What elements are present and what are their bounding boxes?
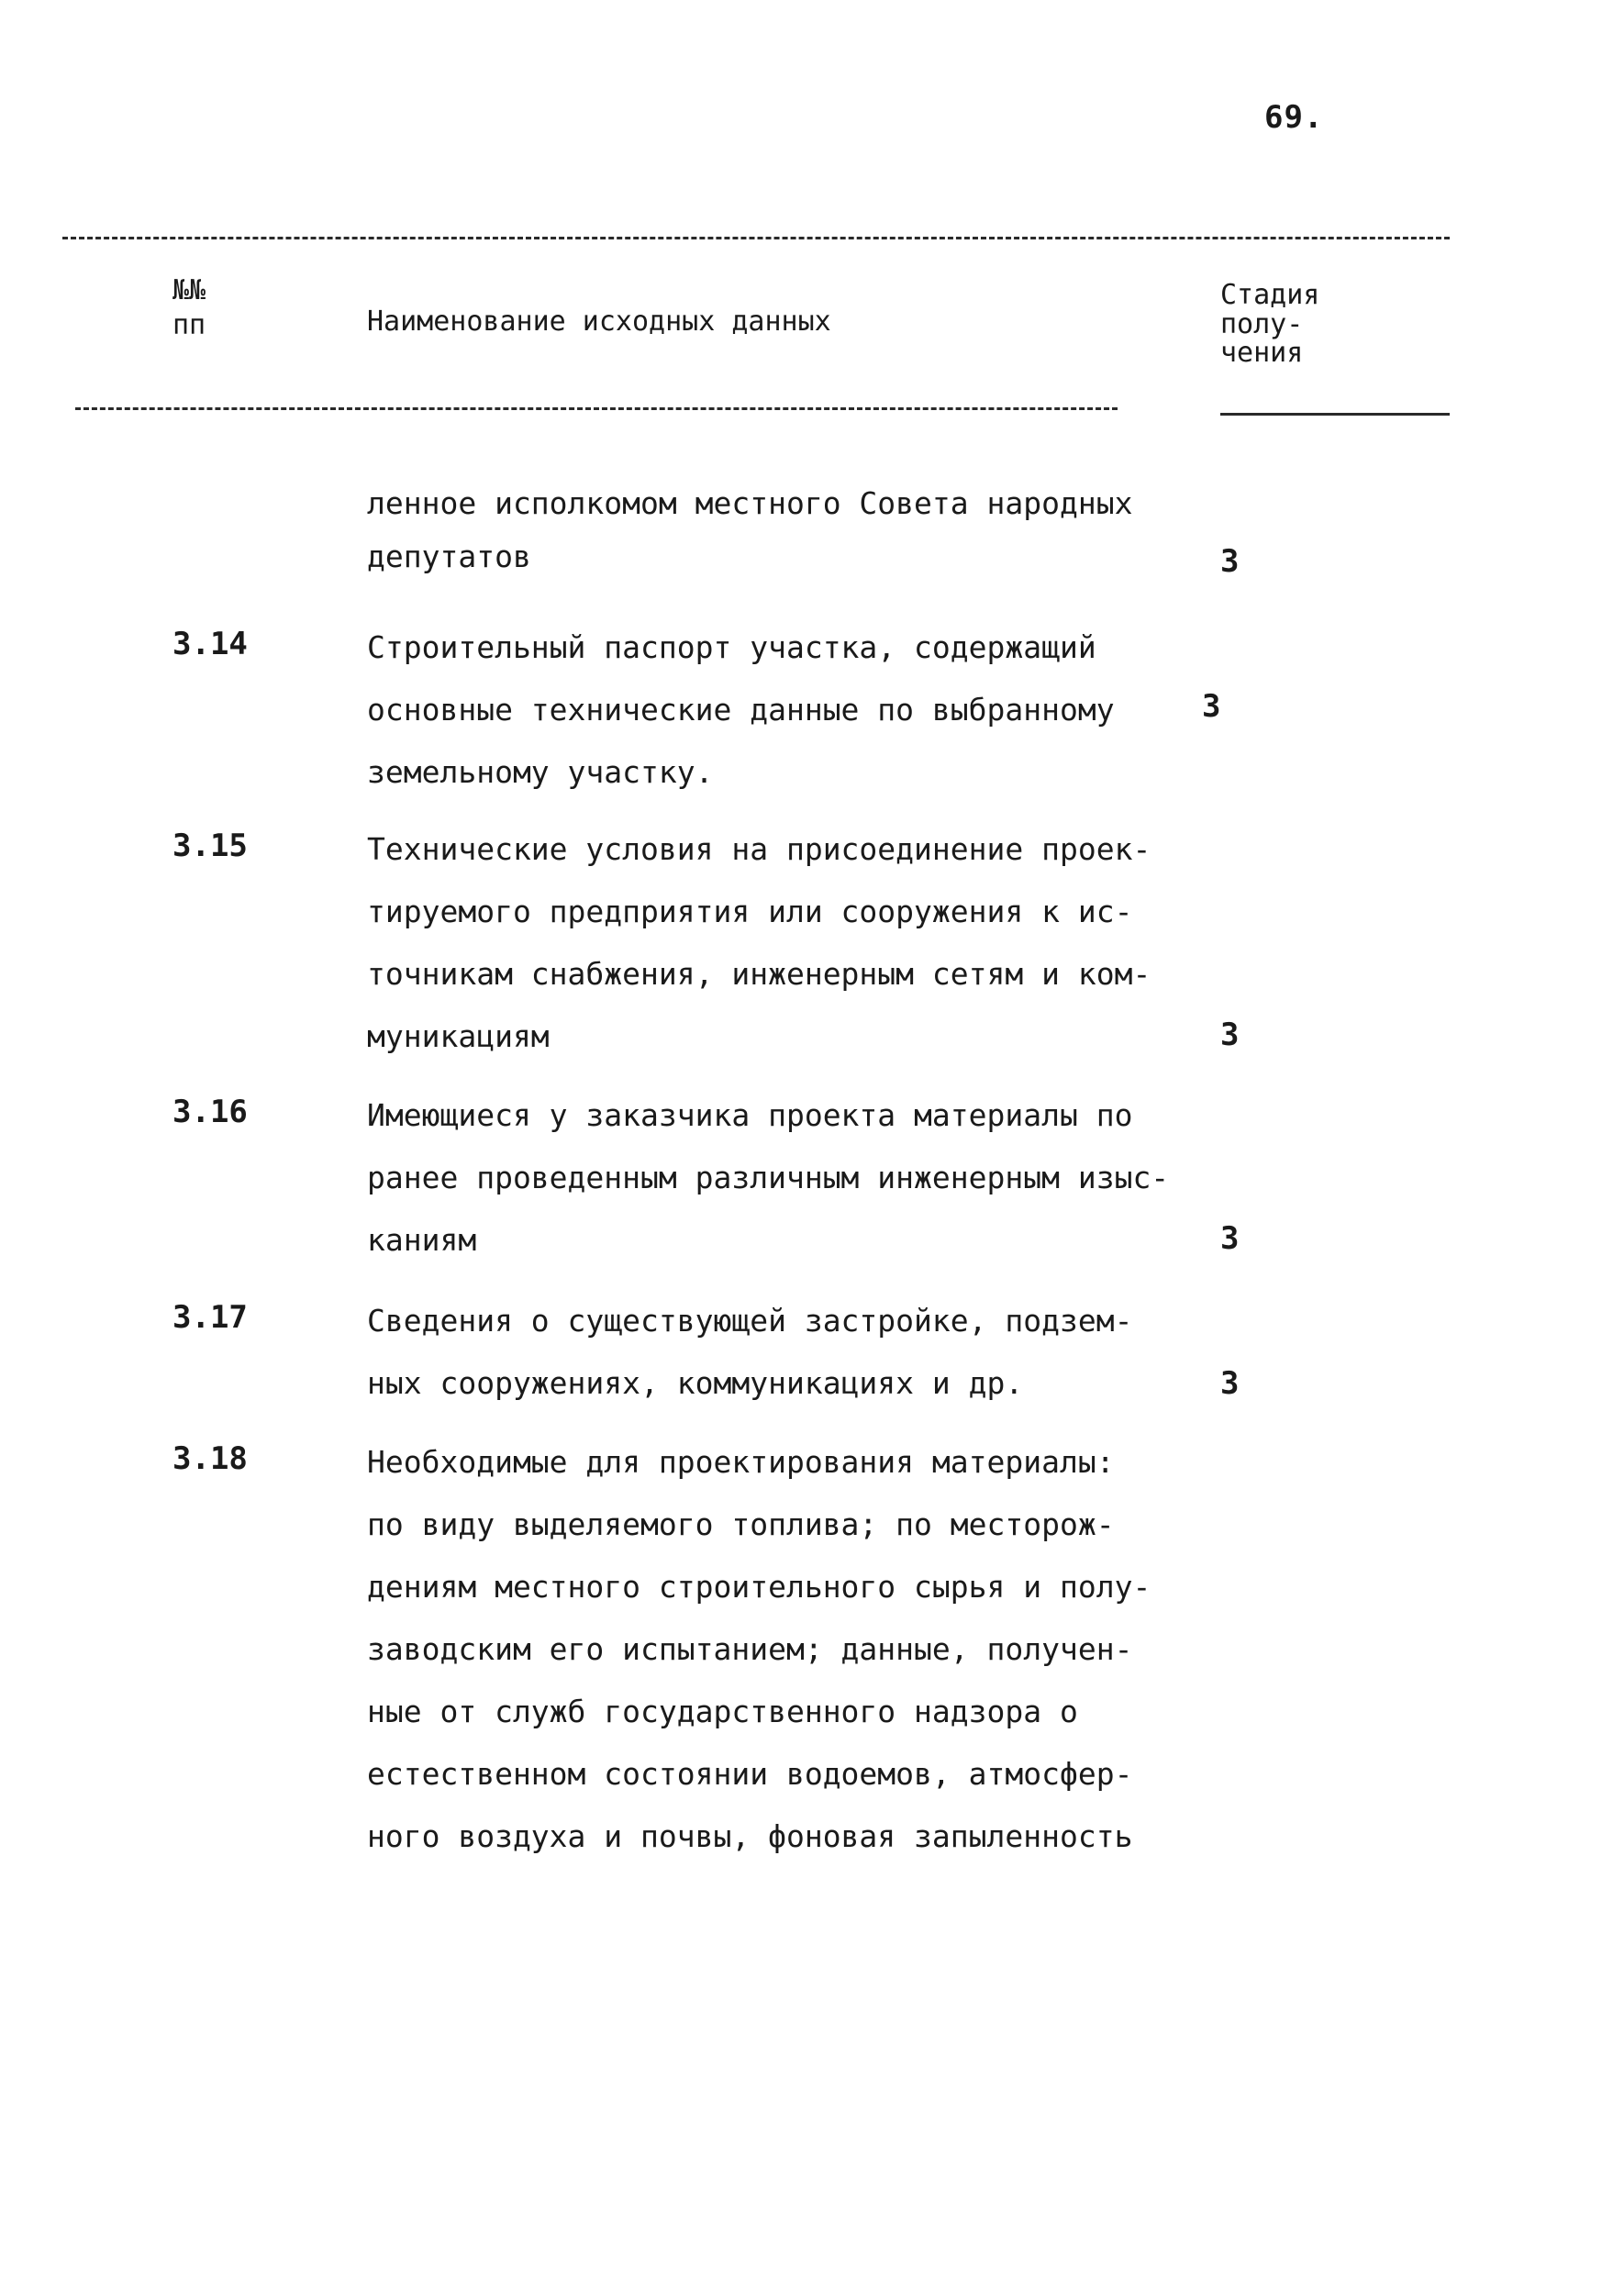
row-stage: 3 — [1220, 1365, 1240, 1402]
header-bottom-rule-right — [1220, 413, 1450, 416]
row-text-line: ленное исполкомом местного Совета народных — [367, 485, 1133, 521]
row-stage: 3 — [1220, 1220, 1240, 1257]
row-number: 3.16 — [172, 1094, 248, 1130]
row-text-line: Сведения о существующей застройке, подзем- — [367, 1303, 1133, 1339]
row-text — [367, 1084, 1193, 1272]
row-number: 3.18 — [172, 1440, 248, 1477]
row-text-line: Имеющиеся у заказчика проекта материалы по — [367, 1097, 1133, 1133]
row-text-line: заводским его испытанием; данные, получен- — [367, 1631, 1133, 1667]
row-text-line: ного воздуха и почвы, фоновая запыленность — [367, 1818, 1133, 1854]
header-number-sublabel: пп — [172, 308, 206, 341]
row-text-line: муникациям — [367, 1018, 550, 1054]
row-text-line: дениям местного строительного сырья и полу- — [367, 1569, 1151, 1605]
row-text-line: ранее проведенным различным инженерным изыс- — [367, 1160, 1170, 1195]
row-number: 3.17 — [172, 1299, 248, 1336]
header-number-column — [172, 273, 246, 342]
row-text — [367, 818, 1193, 1068]
row-text — [367, 477, 1193, 583]
header-name-column: Наименование исходных данных — [367, 306, 831, 338]
row-stage: 3 — [1220, 543, 1240, 580]
row-text-line: естественном состоянии водоемов, атмосфер- — [367, 1756, 1133, 1792]
row-number: 3.15 — [172, 828, 248, 864]
row-stage: 3 — [1220, 1017, 1240, 1053]
header-stage-line-1: Стадия — [1220, 279, 1320, 311]
header-top-rule — [62, 237, 1450, 239]
row-text-line: тируемого предприятия или сооружения к ис- — [367, 894, 1133, 929]
header-number-label: №№ — [172, 274, 206, 306]
header-stage-column — [1220, 281, 1440, 368]
row-text-line: ные от служб государственного надзора о — [367, 1694, 1078, 1729]
header-stage-line-3: чения — [1220, 337, 1304, 369]
page-number: 69. — [1264, 99, 1324, 136]
row-text-line: каниям — [367, 1222, 477, 1258]
row-text-line: точникам снабжения, инженерным сетям и ком- — [367, 956, 1151, 992]
row-stage: 3 — [1202, 688, 1221, 725]
row-text-line: ных сооружениях, коммуникациях и др. — [367, 1365, 1024, 1401]
row-number: 3.14 — [172, 626, 248, 662]
row-text-line: Необходимые для проектирования материалы: — [367, 1444, 1115, 1480]
row-text — [367, 1431, 1193, 1868]
header-bottom-rule — [75, 407, 1118, 410]
row-text-line: по виду выделяемого топлива; по месторож- — [367, 1506, 1115, 1542]
row-text-line: Технические условия на присоединение проек- — [367, 831, 1151, 867]
row-text — [367, 1290, 1193, 1415]
row-text — [367, 617, 1193, 804]
row-text-line: земельному участку. — [367, 754, 714, 790]
row-text-line: основные технические данные по выбранному — [367, 692, 1115, 728]
header-stage-line-2: полу- — [1220, 307, 1304, 340]
row-text-line: депутатов — [367, 539, 531, 574]
row-text-line: Строительный паспорт участка, содержащий — [367, 629, 1096, 665]
